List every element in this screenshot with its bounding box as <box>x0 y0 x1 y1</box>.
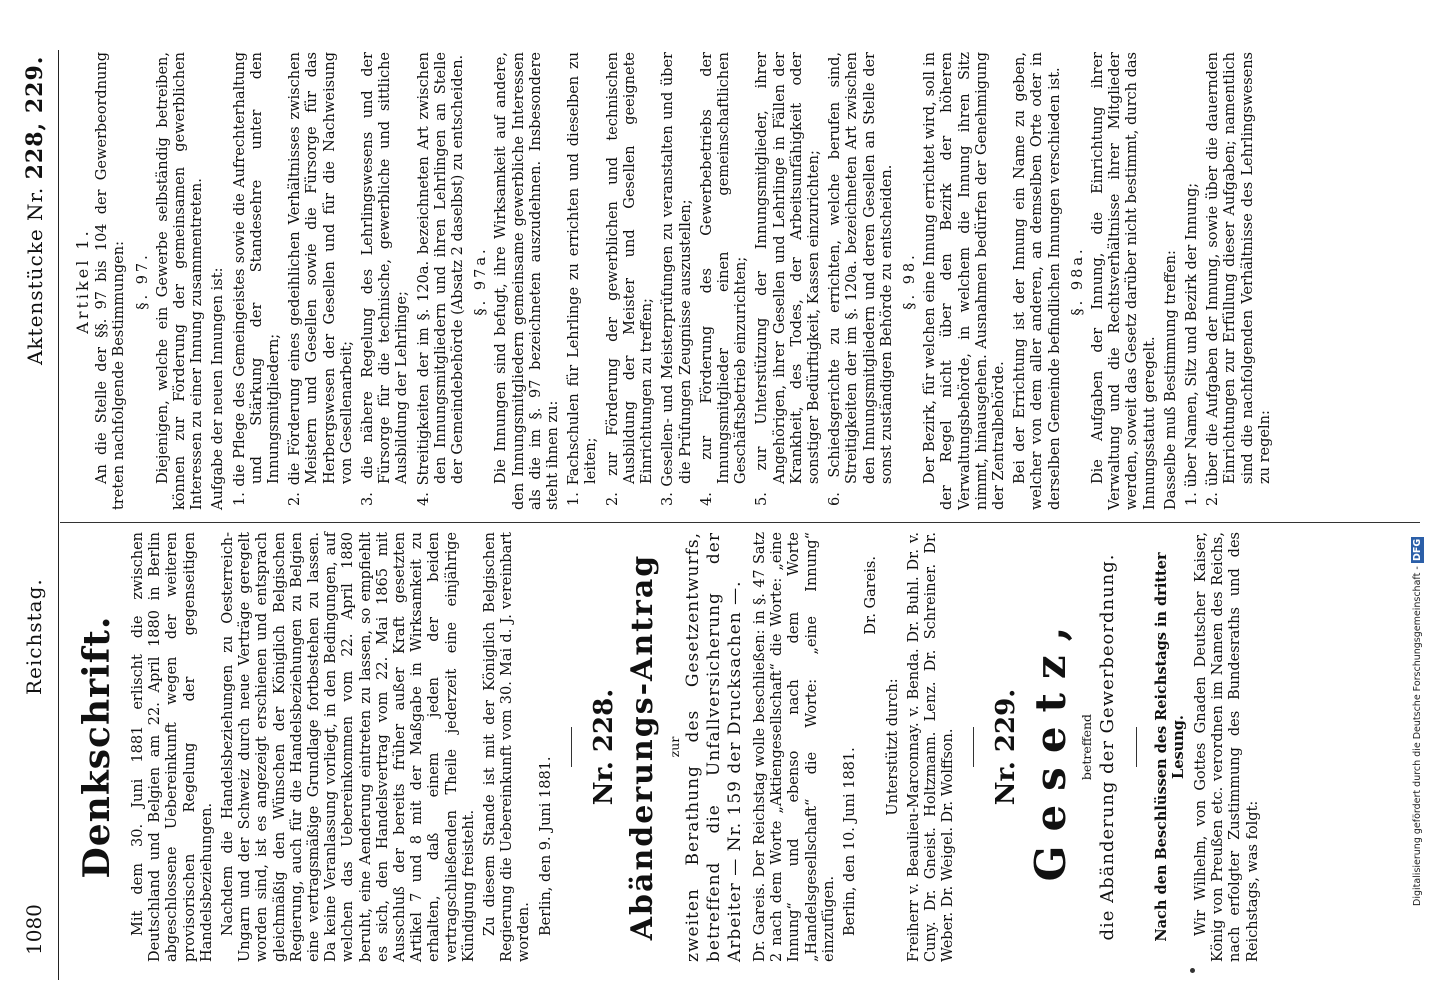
denkschrift-para-2: Nachdem die Handelsbeziehungen zu Oesterreich-Ungarn und der Schweiz durch neue Verträge geregelt worden sind, ist es angezeigt erschienen und entsprach gleichmäßig den Wünschen der Königlich Belgischen Regierung, auch für die Handelsbeziehungen zu Belgien eine vertragsmäßige Grundlage fortbestehen zu lassen. Da keine Veranlassung vorliegt, in den Bedingungen, auf welchen das Uebereinkommen vom 22. April 1880 beruht, eine Aenderung eintreten zu lassen, so empfiehlt es sich, den Handelsvertrag vom 22. Mai 1865 mit Ausschluß der bereits früher außer Kraft gesetzten Artikel 7 und 8 mit der Maßgabe in Wirksamkeit zu erhalten, daß einem jeden der beiden vertragschließenden Theile jederzeit eine einjährige Kündigung freisteht. <box>220 532 477 962</box>
gesetz-subject: die Abänderung der Gewerbeordnung. <box>1096 553 1118 941</box>
s97-text: Diejenigen, welche ein Gewerbe selbständig betreiben, können zur Förderung der gemeinsamen gewerblichen Interessen zu einer Innung zusammentreten. <box>154 52 206 510</box>
s97-heading: §. 97. <box>134 252 151 310</box>
s97-item: 1. die Pflege des Gemeingeistes sowie die Aufrechterhaltung und Stärkung der Standesehre unter den Innungsmitgliedern; <box>231 52 283 506</box>
header-center: Reichstag. <box>22 578 46 695</box>
separator-2 <box>973 727 974 767</box>
s97a-text: Die Innungen sind befugt, ihre Wirksamkeit auf andere, den Innungsmitgliedern gemeinsame gewerbliche Interessen als die im §. 97 bezeichneten auszudehnen. Insbesondere steht ihnen zu: <box>493 52 562 510</box>
page-header <box>22 35 58 955</box>
left-column <box>68 532 1266 962</box>
s98a-heading: §. 98a. <box>1069 246 1086 316</box>
artikel-intro: An die Stelle der §§. 97 bis 104 der Gewerbeordnung treten nachfolgende Bestimmungen: <box>94 52 128 510</box>
s98a-text: Die Aufgaben der Innung, die Einrichtung ihrer Verwaltung und die Rechtsverhältnisse ihrer Mitglieder werden, soweit das Gesetz darüber nicht bestimmt, durch das Innungsstatut geregelt. <box>1089 52 1158 510</box>
supporters-list: Freiherr v. Beaulieu-Marconnay. v. Benda. Dr. Buhl. Dr. v. Cuny. Dr. Gneist. Holtzmann. Lenz. Dr. Schreiner. Dr. Weber. Dr. Weigel. Dr. Wolffson. <box>905 532 957 962</box>
denkschrift-heading: Denkschrift. <box>76 615 118 879</box>
gareis-date: Berlin, den 10. Juni 1881. <box>842 747 859 936</box>
artikel-heading: Artikel 1. <box>73 228 92 334</box>
right-column <box>68 52 1278 510</box>
s97a-item: 1. Fachschulen für Lehrlinge zu errichten und dieselben zu leiten; <box>566 52 600 506</box>
nr-229: Nr. 229. <box>991 688 1022 806</box>
antrag-title: Abänderungs-Antrag <box>624 553 660 941</box>
s98-text: Der Bezirk, für welchen eine Innung errichtet wird, soll in der Regel nicht über den Bezirk der höheren Verwaltungsbehörde, in welchem die Innung ihren Sitz nimmt, hinausgehen. Ausnahmen bedürfen der Genehmigung der Zentralbehörde. <box>922 52 1007 510</box>
denkschrift-para-3: Zu diesem Stande ist mit der Königlich Belgischen Regierung die Uebereinkunft vom 30. Mai d. J. vereinbart worden. <box>482 532 533 962</box>
denkschrift-para-1: Mit dem 30. Juni 1881 erlischt die zwischen Deutschland und Belgien am 22. April 1880 in Berlin abgeschlossene Uebereinkunft wegen der weiteren provisorischen Regelung der gegenseitigen Handelsbeziehungen. <box>130 532 215 962</box>
s98a-item: 1. über Namen, Sitz und Bezirk der Innung; <box>1183 182 1200 506</box>
gareis-signature: Dr. Gareis. <box>863 556 880 635</box>
s97a-item: 4. zur Förderung des Gewerbebetriebs der Innungsmitglieder einen gemeinschaftlichen Geschäftsbetrieb einzurichten; <box>698 52 750 506</box>
s97a-item: 2. zur Förderung der gewerblichen und technischen Ausbildung der Meister und Gesellen geeignete Einrichtungen zu treffen; <box>604 52 656 506</box>
separator-3 <box>1136 727 1137 767</box>
s97-item: 4. Streitigkeiten der im §. 120a. bezeichneten Art zwischen den Innungsmitgliedern und ihren Lehrlingen an Stelle der Gemeindebehörde (Absatz 2 daselbst) zu entscheiden. <box>415 52 467 506</box>
preamble: Wir Wilhelm, von Gottes Gnaden Deutscher Kaiser, König von Preußen etc. verordnen im Namen des Reichs, nach erfolgter Zustimmung des Bundesraths und des Reichstags, was folgt: <box>1192 532 1261 962</box>
betreffend: betreffend <box>1079 713 1095 781</box>
denkschrift-dateline: Berlin, den 9. Juni 1881. <box>537 756 554 936</box>
header-right <box>22 56 48 365</box>
s98-heading: §. 98. <box>901 252 918 310</box>
s98-text-2: Bei der Errichtung ist der Innung ein Name zu geben, welcher von dem aller anderen, an demselben Orte oder in derselben Gemeinde befindlichen Innungen verschieden ist. <box>1012 52 1063 510</box>
gareis-text: Dr. Gareis. Der Reichstag wolle beschließen: in §. 47 Satz 2 nach dem Worte „Aktiengesellschaft“ die Worte: „eine Innung“ und ebenso nach dem Worte „Handelsgesellschaft“ die Worte: „eine Innung“ einzufügen. <box>752 532 837 962</box>
header-numbers: 228, 229. <box>22 55 48 180</box>
s97a-item: 5. zur Unterstützung der Innungsmitglieder, ihrer Angehörigen, ihrer Gesellen und Lehrlinge in Fällen der Krankheit, des Todes, der Arbeitsunfähigkeit oder sonstiger Bedürftigkeit, Kassen einzurichten; <box>754 52 822 506</box>
s97-aufgabe: Aufgabe der neuen Innungen ist: <box>210 267 227 510</box>
s97a-item: 3. Gesellen- und Meisterprüfungen zu veranstalten und über die Prüfungen Zeugnisse auszustellen; <box>660 52 694 506</box>
s97a-item: 6. Schiedsgerichte zu errichten, welche berufen sind, Streitigkeiten der im §. 120a. bezeichneten Art zwischen den Innungsmitgliedern und deren Gesellen an Stelle der sonst zuständigen Behörde zu entscheiden. <box>827 52 895 506</box>
scan-mark <box>1190 968 1195 973</box>
nr-228: Nr. 228. <box>588 688 619 806</box>
unterstuetzt-label: Unterstützt durch: <box>884 678 901 816</box>
s98a-text-2: Dasselbe muß Bestimmung treffen: <box>1162 250 1179 510</box>
antrag-zur: zur <box>666 736 682 758</box>
s97-item: 2. die Förderung eines gedeihlichen Verhältnisses zwischen Meistern und Gesellen sowie die Fürsorge für das Herbergswesen der Gesellen und für die Nachweisung von Gesellenarbeit; <box>287 52 355 506</box>
dfg-credit-text: Digitalisierung gefördert durch die Deutsche Forschungsgemeinschaft - <box>1412 566 1423 906</box>
gesetz-title: Gesetz, <box>1026 612 1076 882</box>
separator <box>571 727 572 767</box>
beschluesse: Nach den Beschlüssen des Reichstags in dritter Lesung. <box>1152 552 1187 942</box>
header-prefix: Aktenstücke Nr. <box>23 186 47 365</box>
s97-item: 3. die nähere Regelung des Lehrlingswesens und der Fürsorge für die technische, gewerbliche und sittliche Ausbildung der Lehrlinge; <box>360 52 411 506</box>
dfg-logo: DFG <box>1412 539 1423 562</box>
header-rule <box>58 50 59 980</box>
s98a-item: 2. über die Aufgaben der Innung, sowie über die dauernden Einrichtungen zur Erfüllung dieser Aufgaben; namentlich sind die nachfolgenden Verhältnisse des Lehrlingswesens zu regeln: <box>1205 52 1273 506</box>
antrag-body: zweiten Berathung des Gesetzentwurfs, betreffend die Unfallversicherung der Arbeiter — Nr. 159 der Drucksachen —. <box>683 532 746 962</box>
page-number: 1080 <box>22 904 46 955</box>
dfg-credit <box>1412 6 1432 906</box>
column-divider <box>60 522 1420 523</box>
s97a-heading: §. 97a. <box>473 246 490 316</box>
